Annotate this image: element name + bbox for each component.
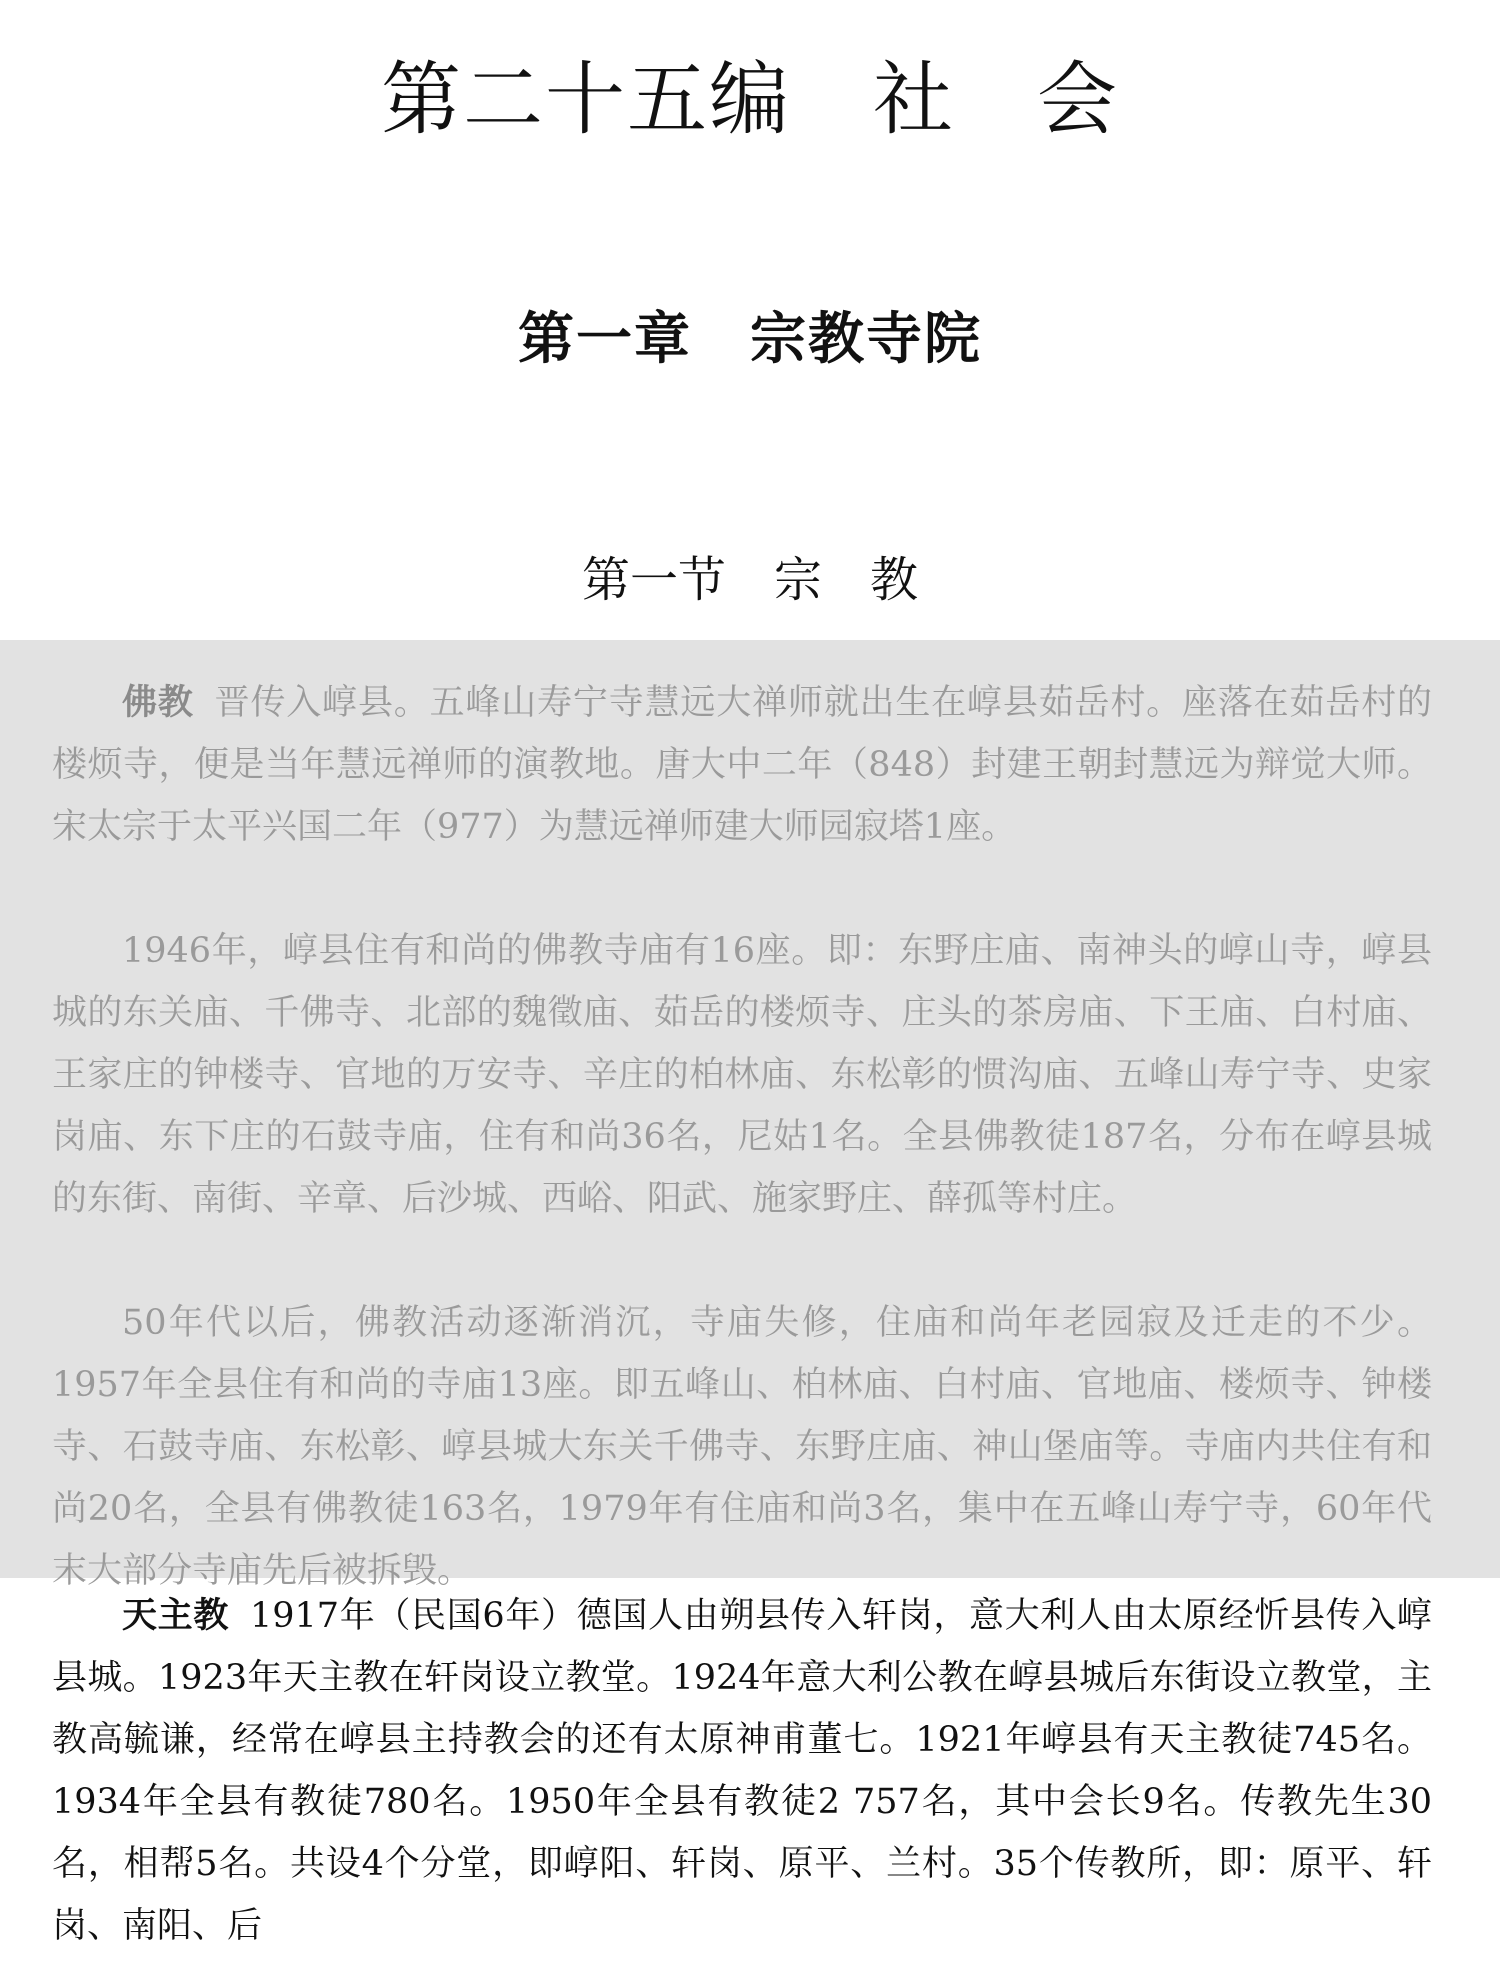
paragraph-buddhism-1946 (52, 920, 1432, 1230)
chapter-title: 第一章 宗教寺院 (518, 307, 982, 372)
paragraph-catholicism (52, 1585, 1432, 1957)
part-title: 第二十五编 社 会 (381, 53, 1119, 146)
term-catholicism: 天主教 (122, 1596, 229, 1636)
paragraph-text: 1946年，崞县住有和尚的佛教寺庙有16座。即：东野庄庙、南神头的崞山寺，崞县城的东关庙、千佛寺、北部的魏徵庙、茹岳的楼烦寺、庄头的茶房庙、下王庙、白村庙、王家庄的钟楼寺、官地的万安寺、辛庄的柏林庙、东松彰的惯沟庙、五峰山寿宁寺、史家岗庙、东下庄的石鼓寺庙，住有和尚36名，尼姑1名。全县佛教徒187名，分布在崞县城的东街、南街、辛章、后沙城、西峪、阳武、施家野庄、薛孤等村庄。 (52, 931, 1432, 1219)
term-buddhism: 佛教 (122, 683, 194, 723)
paragraph-text: 1917年（民国6年）德国人由朔县传入轩岗，意大利人由太原经忻县传入崞县城。1923年天主教在轩岗设立教堂。1924年意大利公教在崞县城后东街设立教堂，主教高毓谦，经常在崞县主持教会的还有太原神甫董七。1921年崞县有天主教徒745名。1934年全县有教徒780名。1950年全县有教徒2 757名，其中会长9名。传教先生30名，相帮5名。共设4个分堂，即崞阳、轩岗、原平、兰村。35个传教所，即：原平、轩岗、南阳、后 (52, 1596, 1432, 1946)
section-title: 第一节 宗 教 (581, 552, 918, 608)
paragraph-buddhism-1950s (52, 1292, 1432, 1602)
paragraph-text: 50年代以后，佛教活动逐渐消沉，寺庙失修，住庙和尚年老园寂及迁走的不少。1957年全县住有和尚的寺庙13座。即五峰山、柏林庙、白村庙、官地庙、楼烦寺、钟楼寺、石鼓寺庙、东松彰、崞县城大东关千佛寺、东野庄庙、神山堡庙等。寺庙内共住有和尚20名，全县有佛教徒163名，1979年有住庙和尚3名，集中在五峰山寿宁寺，60年代末大部分寺庙先后被拆毁。 (52, 1303, 1432, 1591)
paragraph-text: 晋传入崞县。五峰山寿宁寺慧远大禅师就出生在崞县茹岳村。座落在茹岳村的楼烦寺，便是当年慧远禅师的演教地。唐大中二年（848）封建王朝封慧远为辩觉大师。宋太宗于太平兴国二年（977）为慧远禅师建大师园寂塔1座。 (52, 683, 1432, 847)
paragraph-buddhism-intro (52, 672, 1432, 858)
